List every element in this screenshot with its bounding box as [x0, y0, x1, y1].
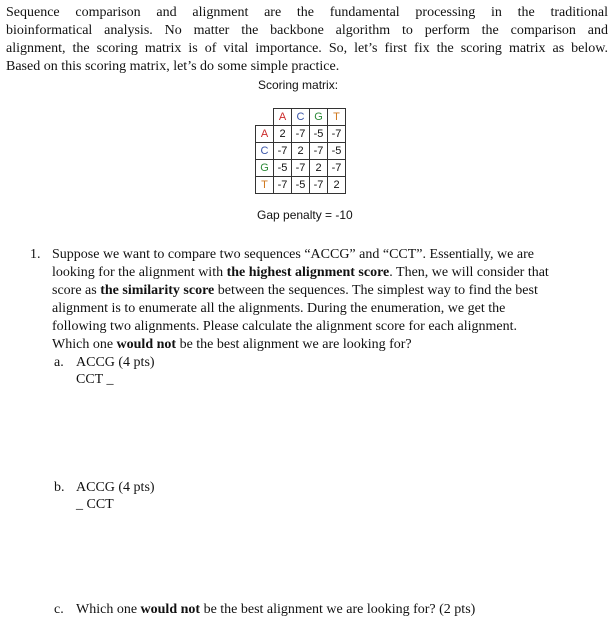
matrix-cell: -7 [328, 126, 346, 143]
part-b-sequence-2: _ CCT [76, 497, 114, 512]
part-b-label: b. [54, 480, 65, 495]
intro-line: Sequence comparison and alignment are the fundamental processing in the traditional [6, 5, 608, 20]
matrix-row [256, 126, 346, 143]
matrix-col-header: A [274, 109, 292, 126]
matrix-row-header: G [256, 160, 274, 177]
question-number: 1. [30, 247, 41, 262]
scoring-matrix-title: Scoring matrix: [258, 78, 339, 92]
matrix-cell: 2 [274, 126, 292, 143]
question-line: score as the similarity score between the sequences. The simplest way to find the best [52, 283, 538, 298]
matrix-corner [256, 109, 274, 126]
question-1-text [52, 246, 604, 354]
matrix-cell: -5 [274, 160, 292, 177]
scoring-matrix-table [255, 108, 346, 194]
part-a-label: a. [54, 355, 64, 370]
intro-line: alignment, the scoring matrix is of vital importance. So, let’s first fix the scoring matrix as below. [6, 41, 608, 56]
matrix-cell: 2 [310, 160, 328, 177]
matrix-row [256, 177, 346, 194]
emphasis: the highest alignment score [226, 265, 390, 280]
question-line: alignment is to enumerate all the alignments. During the enumeration, we get the [52, 301, 506, 316]
matrix-row-header: A [256, 126, 274, 143]
part-c-label: c. [54, 602, 64, 617]
matrix-row [256, 160, 346, 177]
matrix-cell: -5 [310, 126, 328, 143]
emphasis: would not [140, 602, 201, 617]
question-line: following two alignments. Please calculate the alignment score for each alignment. [52, 319, 517, 334]
matrix-cell: 2 [292, 143, 310, 160]
part-c-text: Which one would not be the best alignment we are looking for? (2 pts) [76, 602, 476, 617]
matrix-cell: -5 [292, 177, 310, 194]
matrix-cell: -7 [274, 177, 292, 194]
matrix-cell: -5 [328, 143, 346, 160]
intro-line: bioinformatical analysis. No matter the backbone algorithm to perform the comparison and [6, 23, 608, 38]
intro-line: Based on this scoring matrix, let’s do some simple practice. [6, 59, 340, 74]
part-a-title: ACCG (4 pts) [76, 355, 155, 370]
matrix-cell: -7 [310, 177, 328, 194]
matrix-cell: -7 [292, 160, 310, 177]
intro-paragraph [6, 4, 608, 76]
matrix-cell: -7 [274, 143, 292, 160]
matrix-header-row [256, 109, 346, 126]
matrix-col-header: T [328, 109, 346, 126]
matrix-cell: -7 [310, 143, 328, 160]
matrix-cell: 2 [328, 177, 346, 194]
matrix-row [256, 143, 346, 160]
question-line: Suppose we want to compare two sequences “ACCG” and “CCT”. Essentially, we are [52, 247, 534, 262]
emphasis: would not [116, 337, 177, 352]
matrix-row-header: C [256, 143, 274, 160]
part-b-title: ACCG (4 pts) [76, 480, 155, 495]
matrix-col-header: G [310, 109, 328, 126]
part-a-sequence-2: CCT _ [76, 372, 114, 387]
matrix-row-header: T [256, 177, 274, 194]
emphasis: the similarity score [100, 283, 215, 298]
gap-penalty: Gap penalty = -10 [257, 208, 353, 222]
question-line: looking for the alignment with the highest alignment score. Then, we will consider that [52, 265, 549, 280]
matrix-cell: -7 [292, 126, 310, 143]
matrix-cell: -7 [328, 160, 346, 177]
matrix-col-header: C [292, 109, 310, 126]
question-line: Which one would not be the best alignment we are looking for? [52, 337, 412, 352]
